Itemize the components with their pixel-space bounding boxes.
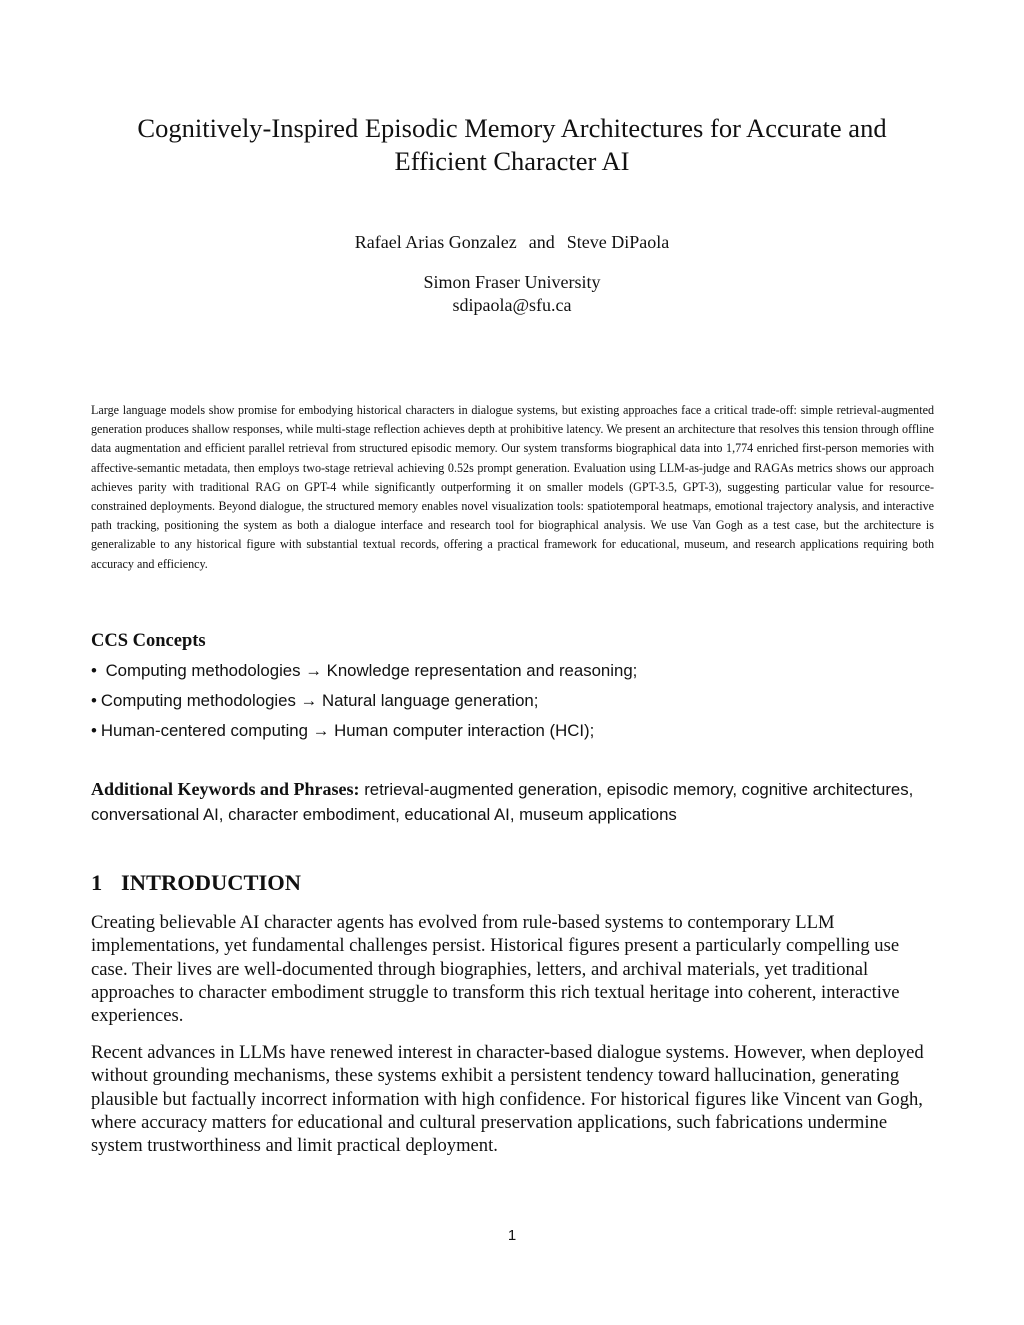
keywords-label: Additional Keywords and Phrases:: [91, 779, 360, 799]
ccs-item-text: Computing methodologies → Knowledge representation and reasoning;: [105, 661, 638, 680]
bullet-icon: •: [91, 721, 97, 740]
abstract: Large language models show promise for embodying historical characters in dialogue systems, but existing approaches face a critical trade-off: simple retrieval-augmented generation produces shallow responses, while multi-stage reflection achieves depth at prohibitive latency. We present an architecture that resolves this tension through offline data augmentation and efficient parallel retrieval from structured episodic memory. Our system transforms biographical data into 1,774 enriched first-person memories with affective-semantic metadata, then employs two-stage retrieval achieving 0.52s prompt generation. Evaluation using LLM-as-judge and RAGAs metrics shows our approach achieves parity with traditional RAG on GPT-4 while significantly outperforming it on smaller models (GPT-3.5, GPT-3), suggesting particular value for resource-constrained deployments. Beyond dialogue, the structured memory enables novel visualization tools: spatiotemporal heatmaps, emotional trajectory analysis, and interactive path tracking, positioning the system as both a dialogue interface and research tool for biographical analysis. We use Van Gogh as a test case, but the architecture is generalizable to any historical figure with substantial textual records, offering a practical framework for educational, museum, and research applications requiring both accuracy and efficiency.: [91, 403, 934, 571]
affiliation-email: sdipaola@sfu.ca: [452, 295, 572, 315]
bullet-icon: •: [91, 691, 97, 710]
page-number: 1: [507, 1227, 517, 1244]
bullet-icon: •: [91, 661, 97, 680]
section-title: INTRODUCTION: [121, 870, 302, 895]
ccs-list: [91, 659, 637, 749]
intro-paragraph-1: Creating believable AI character agents has evolved from rule-based systems to contemporary LLM implementations, yet fundamental challenges persist. Historical figures present a particularly compelling use case. Their lives are well-documented through biographies, letters, and archival materials, yet traditional approaches to character embodiment struggle to transform this rich textual heritage into coherent, interactive experiences.: [91, 912, 900, 1027]
ccs-item-text: Human-centered computing → Human computer interaction (HCI);: [100, 721, 595, 740]
ccs-item: [91, 659, 637, 689]
affiliation-block: [90, 271, 934, 317]
paper-title: Cognitively-Inspired Episodic Memory Architectures for Accurate and Efficient Character AI: [137, 113, 887, 176]
ccs-item-text: Computing methodologies → Natural language generation;: [100, 691, 539, 710]
section-number: 1: [91, 870, 103, 895]
affiliation-institution: Simon Fraser University: [423, 272, 601, 292]
author-first: Rafael Arias Gonzalez: [354, 232, 517, 252]
section-heading: [91, 870, 301, 896]
author-conjunction: and: [528, 232, 555, 252]
intro-paragraph-2: Recent advances in LLMs have renewed interest in character-based dialogue systems. However, when deployed without grounding mechanisms, these systems exhibit a persistent tendency toward hallucination, generating plausible but factually incorrect information with high confidence. For historical figures like Vincent van Gogh, where accuracy matters for educational and cultural preservation applications, such fabrications undermine system trustworthiness and limit practical deployment.: [91, 1042, 924, 1157]
ccs-item: [91, 719, 637, 749]
author-line: [90, 232, 934, 253]
keywords-text: retrieval-augmented generation, episodic memory, cognitive architectures, conversational AI, character embodiment, educational AI, museum applications: [91, 780, 914, 824]
ccs-item: [91, 689, 637, 719]
keywords-block: [91, 777, 934, 827]
ccs-heading: CCS Concepts: [91, 631, 206, 651]
author-second: Steve DiPaola: [566, 232, 670, 252]
